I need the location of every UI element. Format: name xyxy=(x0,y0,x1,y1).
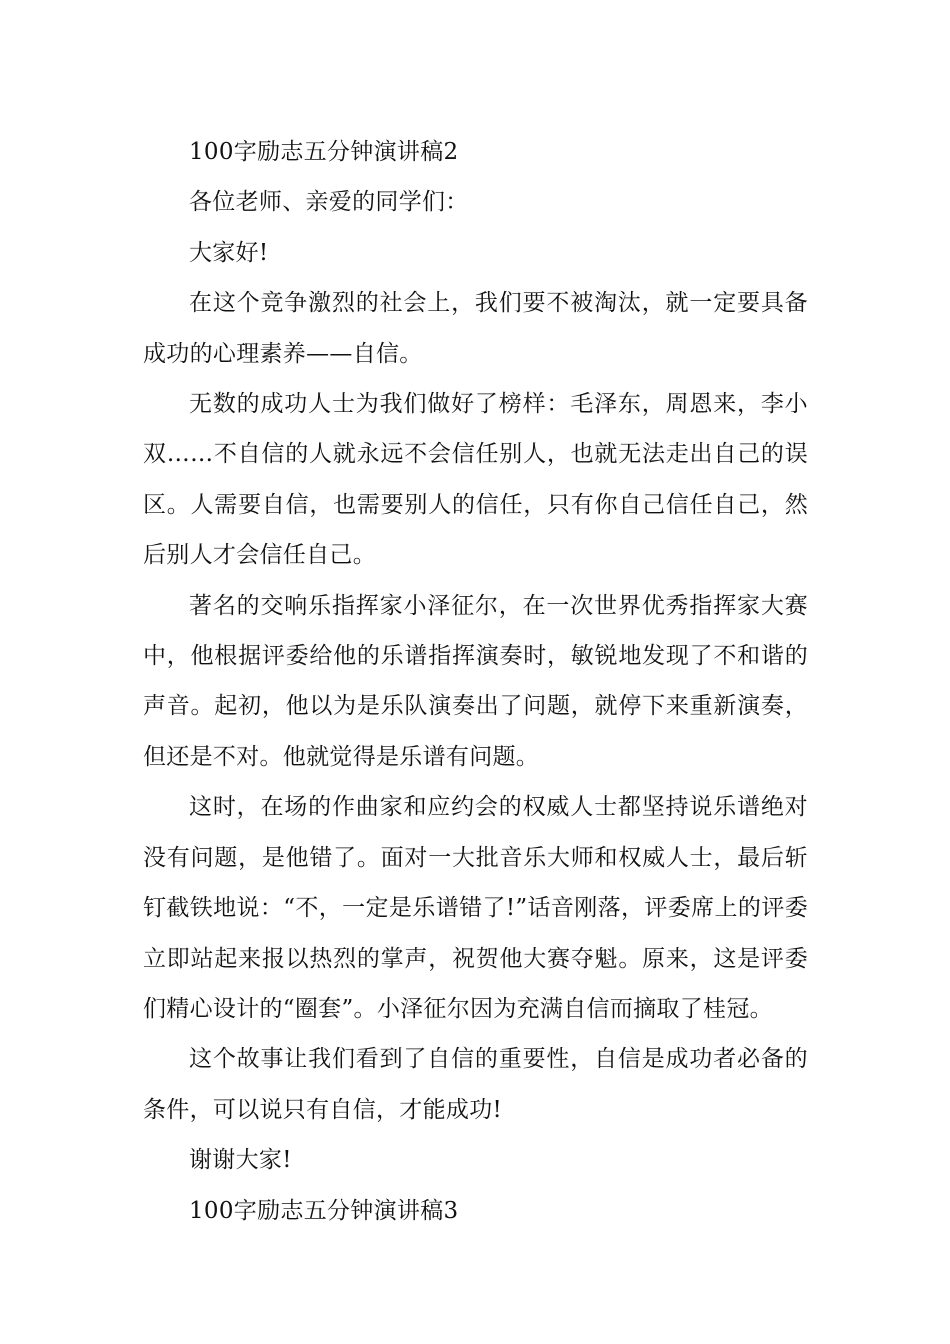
paragraph: 这个故事让我们看到了自信的重要性，自信是成功者必备的条件，可以说只有自信，才能成功! xyxy=(143,1046,808,1123)
speech-title-2: 100字励志五分钟演讲稿2 xyxy=(189,139,459,165)
closing: 谢谢大家! xyxy=(189,1147,292,1174)
document-body xyxy=(143,127,808,1236)
paragraph: 无数的成功人士为我们做好了榜样：毛泽东，周恩来，李小双……不自信的人就永远不会信任别人，也就无法走出自己的误区。人需要自信，也需要别人的信任，只有你自己信任自己，然后别人才会信任自己。 xyxy=(143,391,808,569)
paragraph: 著名的交响乐指挥家小泽征尔，在一次世界优秀指挥家大赛中，他根据评委给他的乐谱指挥演奏时，敏锐地发现了不和谐的声音。起初，他以为是乐队演奏出了问题，就停下来重新演奏，但还是不对。他就觉得是乐谱有问题。 xyxy=(143,592,808,770)
salutation: 各位老师、亲爱的同学们： xyxy=(189,189,469,216)
speech-title-3: 100字励志五分钟演讲稿3 xyxy=(189,1197,459,1224)
greeting: 大家好! xyxy=(189,239,269,266)
paragraph: 在这个竞争激烈的社会上，我们要不被淘汰，就一定要具备成功的心理素养——自信。 xyxy=(143,290,808,367)
paragraph: 这时，在场的作曲家和应约会的权威人士都坚持说乐谱绝对没有问题，是他错了。面对一大批音乐大师和权威人士，最后斩钉截铁地说：“不，一定是乐谱错了!”话音刚落，评委席上的评委立即站起来报以热烈的掌声，祝贺他大赛夺魁。原来，这是评委们精心设计的“圈套”。小泽征尔因为充满自信而摘取了桂冠。 xyxy=(143,794,808,1022)
